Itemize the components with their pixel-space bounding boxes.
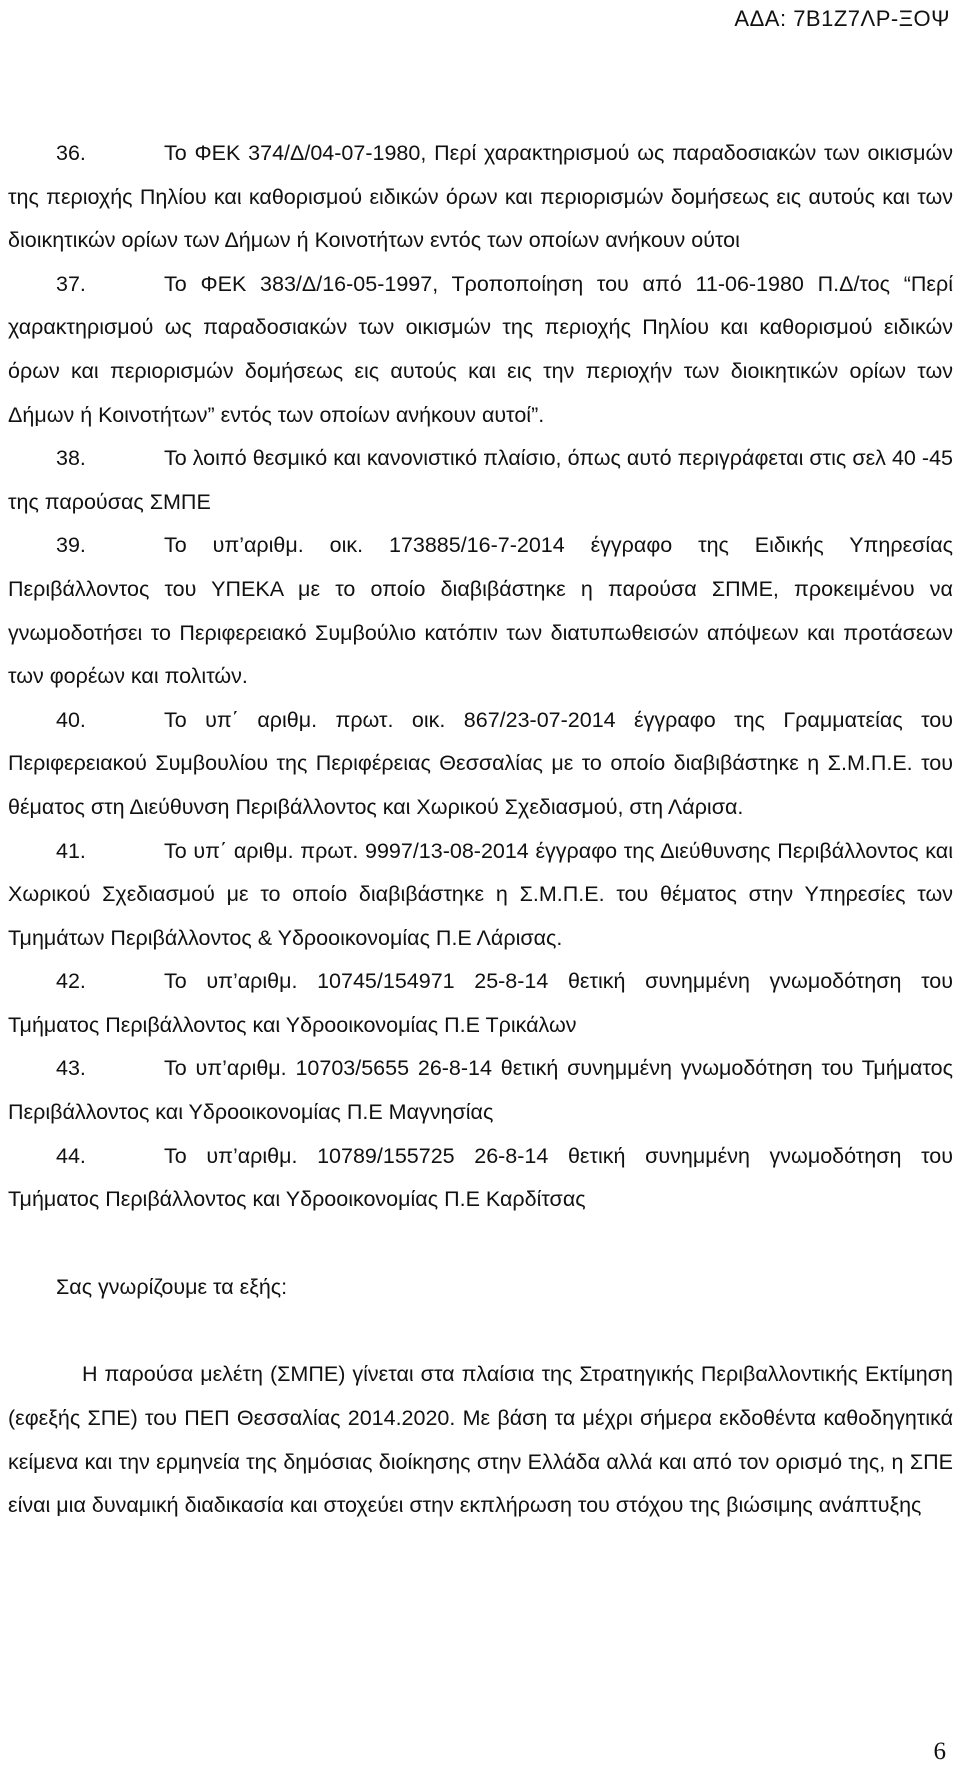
item-number: 39. [56,533,86,558]
list-item-40 [8,699,953,830]
list-item-43 [8,1047,953,1134]
item-text: Το υπ’αριθμ. 10745/154971 25-8-14 θετική συνημμένη γνωμοδότηση του Τμήματος Περιβάλλοντος και Υδροοικονομίας Π.Ε Τρικάλων [8,969,953,1037]
page-number: 6 [933,1738,946,1765]
item-text: Το ΦΕΚ 374/Δ/04-07-1980, Περί χαρακτηρισμού ως παραδοσιακών των οικισμών της περιοχής Πηλίου και καθορισμού ειδικών όρων και περιορισμών δομήσεως εις αυτούς και των διοικητικών ορίων των Δήμων ή Κοινοτήτων εντός των οποίων ανήκουν ούτοι [8,141,953,253]
list-item-36 [8,132,953,263]
spacer [8,1222,953,1266]
intro-line: Σας γνωρίζουμε τα εξής: [56,1274,288,1299]
item-text: Το υπ’αριθμ. οικ. 173885/16-7-2014 έγγραφο της Ειδικής Υπηρεσίας Περιβάλλοντος του ΥΠΕΚΑ με το οποίο διαβιβάστηκε η παρούσα ΣΠΜΕ, προκειμένου να γνωμοδοτήσει το Περιφερειακό Συμβούλιο κατόπιν των διατυπωθεισών απόψεων και προτάσεων των φορέων και πολιτών. [8,533,953,689]
list-item-41 [8,830,953,961]
list-item-37 [8,263,953,437]
item-text: Το υπ΄ αριθμ. πρωτ. οικ. 867/23-07-2014 έγγραφο της Γραμματείας του Περιφερειακού Συμβουλίου της Περιφέρειας Θεσσαλίας με το οποίο διαβιβάστηκε η Σ.Μ.Π.Ε. του θέματος στη Διεύθυνση Περιβάλλοντος και Χωρικού Σχεδιασμού, στη Λάρισα. [8,707,953,819]
item-number: 38. [56,446,86,471]
item-number: 42. [56,969,86,994]
list-item-42 [8,960,953,1047]
document-body [8,132,953,1528]
list-item-44 [8,1135,953,1222]
item-text: Το λοιπό θεσμικό και κανονιστικό πλαίσιο, όπως αυτό περιγράφεται στις σελ 40 -45 της παρούσας ΣΜΠΕ [8,446,953,514]
item-number: 44. [56,1143,86,1168]
item-text: Το υπ’αριθμ. 10789/155725 26-8-14 θετική συνημμένη γνωμοδότηση του Τμήματος Περιβάλλοντος και Υδροοικονομίας Π.Ε Καρδίτσας [8,1143,953,1212]
spacer [8,1309,953,1353]
item-number: 37. [56,271,86,296]
list-item-39 [8,524,953,698]
body-paragraph: Η παρούσα μελέτη (ΣΜΠΕ) γίνεται στα πλαίσια της Στρατηγικής Περιβαλλοντικής Εκτίμηση (εφεξής ΣΠΕ) του ΠΕΠ Θεσσαλίας 2014.2020. Με βάση τα μέχρι σήμερα εκδοθέντα καθοδηγητικά κείμενα και την ερμηνεία της δημόσιας διοίκησης στην Ελλάδα αλλά και από τον ορισμό της, η ΣΠΕ είναι μια δυναμική διαδικασία και στοχεύει στην εκπλήρωση του στόχου της βιώσιμης ανάπτυξης [8,1362,953,1518]
item-text: Το υπ΄ αριθμ. πρωτ. 9997/13-08-2014 έγγραφο της Διεύθυνσης Περιβάλλοντος και Χωρικού Σχεδιασμού με το οποίο διαβιβάστηκε η Σ.Μ.Π.Ε. του θέματος στην Υπηρεσίες των Τμημάτων Περιβάλλοντος & Υδροοικονομίας Π.Ε Λάρισας. [8,838,953,950]
item-number: 41. [56,838,86,863]
list-item-38 [8,437,953,524]
item-number: 40. [56,707,86,732]
item-number: 36. [56,141,86,165]
item-number: 43. [56,1056,86,1081]
ada-code: ΑΔΑ: 7Β1Ζ7ΛΡ-ΞΟΨ [734,6,950,31]
item-text: Το ΦΕΚ 383/Δ/16-05-1997, Τροποποίηση του από 11-06-1980 Π.Δ/τος “Περί χαρακτηρισμού ως παραδοσιακών των οικισμών της περιοχής Πηλίου και καθορισμού ειδικών όρων και περιορισμών δομήσεως εις αυτούς και εις την περιοχήν των διοικητικών ορίων των Δήμων ή Κοινοτήτων” εντός των οποίων ανήκουν αυτοί”. [8,271,953,427]
item-text: Το υπ’αριθμ. 10703/5655 26-8-14 θετική συνημμένη γνωμοδότηση του Τμήματος Περιβάλλοντος και Υδροοικονομίας Π.Ε Μαγνησίας [8,1056,953,1125]
